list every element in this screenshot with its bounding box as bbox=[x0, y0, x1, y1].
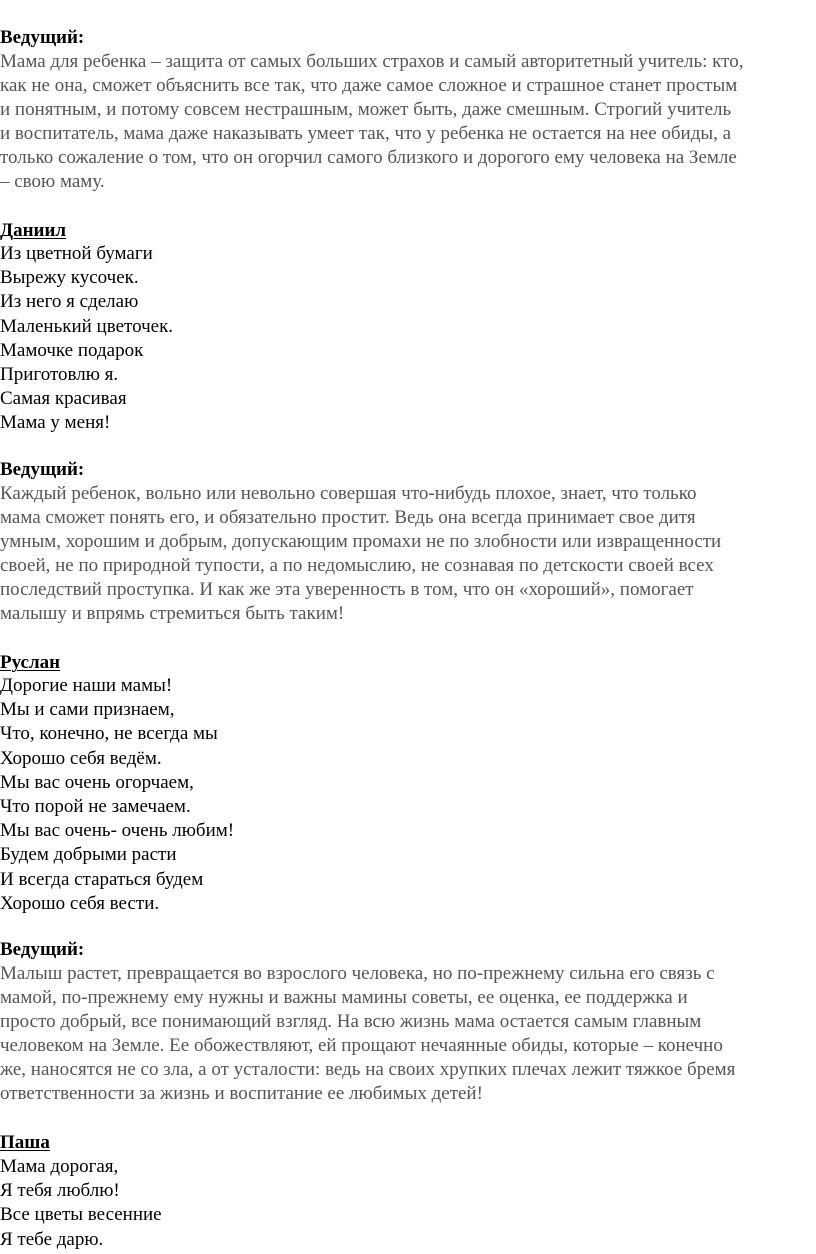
verse-line: Самая красивая bbox=[0, 388, 127, 410]
speaker-name: Ведущий: bbox=[0, 939, 85, 960]
paragraph-line: умным, хорошим и добрым, допускающим промахи не по злобности или извращенности bbox=[0, 531, 722, 552]
verse-line: Хорошо себя вести. bbox=[0, 892, 160, 914]
speaker-name: Даниил bbox=[0, 220, 67, 241]
paragraph-line: последствий проступка. И как же эта уверенность в том, что он «хороший», помогает bbox=[0, 579, 694, 600]
verse-line: Мы и сами признаем, bbox=[0, 699, 175, 721]
paragraph-line: своей, не по природной тупости, а по недомыслию, не сознавая по детскости своей всех bbox=[0, 555, 714, 576]
verse-line: Из цветной бумаги bbox=[0, 243, 153, 264]
paragraph-line: как не она, сможет объяснить все так, что даже самое сложное и страшное станет простым bbox=[0, 75, 738, 96]
speaker-name: Ведущий: bbox=[0, 27, 85, 48]
paragraph-line: только сожаление о том, что он огорчил самого близкого и дорогого ему человека на Земле bbox=[0, 147, 737, 168]
paragraph-line: и понятным, и потому совсем нестрашным, может быть, даже смешным. Строгий учитель bbox=[0, 99, 732, 120]
verse-stanza bbox=[0, 674, 234, 916]
verse-line: Что порой не замечаем. bbox=[0, 795, 191, 817]
verse-line: Приготовлю я. bbox=[0, 363, 119, 385]
verse-line: Будем добрыми расти bbox=[0, 844, 177, 866]
verse-line: Маленький цветочек. bbox=[0, 315, 174, 337]
verse-line: И всегда стараться будем bbox=[0, 868, 204, 890]
verse-line: Хорошо себя ведём. bbox=[0, 747, 162, 769]
verse-line: Что, конечно, не всегда мы bbox=[0, 723, 218, 745]
paragraph-line: малышу и впрямь стремиться быть таким! bbox=[0, 603, 345, 624]
verse-line: Мамочке подарок bbox=[0, 339, 144, 361]
verse-line: Я тебе дарю. bbox=[0, 1228, 104, 1250]
paragraph-line: Каждый ребенок, вольно или невольно совершая что-нибудь плохое, знает, что только bbox=[0, 483, 697, 504]
paragraph-line: же, наносятся не со зла, а от усталости: ведь на своих хрупких плечах лежит тяжкое бремя bbox=[0, 1059, 736, 1080]
paragraph-line: – свою маму. bbox=[0, 171, 105, 192]
paragraph-line: и воспитатель, мама даже наказывать умеет так, что у ребенка не остается на нее обиды, а bbox=[0, 123, 732, 144]
verse-line: Я тебя люблю! bbox=[0, 1180, 120, 1202]
speaker-name: Паша bbox=[0, 1132, 50, 1153]
verse-line: Дорогие наши мамы! bbox=[0, 675, 173, 696]
speaker-name: Руслан bbox=[0, 652, 61, 673]
verse-line: Вырежу кусочек. bbox=[0, 267, 139, 289]
paragraph-line: мамой, по-прежнему ему нужны и важны мамины советы, ее оценка, ее поддержка и bbox=[0, 987, 688, 1008]
verse-stanza bbox=[0, 1155, 162, 1252]
paragraph-line: Малыш растет, превращается во взрослого человека, но по-прежнему сильна его связь с bbox=[0, 963, 715, 984]
narration-paragraph bbox=[0, 482, 721, 626]
verse-line: Мама у меня! bbox=[0, 412, 111, 434]
paragraph-line: Мама для ребенка – защита от самых больших страхов и самый авторитетный учитель: кто, bbox=[0, 51, 744, 72]
paragraph-line: человеком на Земле. Ее обожествляют, ей прощают нечаянные обиды, которые – конечно bbox=[0, 1035, 723, 1056]
verse-line: Мама дорогая, bbox=[0, 1156, 119, 1177]
paragraph-line: ответственности за жизнь и воспитание ее любимых детей! bbox=[0, 1083, 483, 1104]
verse-stanza bbox=[0, 242, 173, 436]
narration-paragraph bbox=[0, 962, 735, 1106]
verse-line: Мы вас очень огорчаем, bbox=[0, 771, 194, 793]
narration-paragraph bbox=[0, 50, 743, 194]
verse-line: Мы вас очень- очень любим! bbox=[0, 820, 235, 842]
paragraph-line: мама сможет понять его, и обязательно простит. Ведь она всегда принимает свое дитя bbox=[0, 507, 696, 528]
verse-line: Из него я сделаю bbox=[0, 291, 139, 313]
paragraph-line: просто добрый, все понимающий взгляд. На всю жизнь мама остается самым главным bbox=[0, 1011, 702, 1032]
speaker-name: Ведущий: bbox=[0, 459, 85, 480]
verse-line: Все цветы весенние bbox=[0, 1204, 162, 1226]
